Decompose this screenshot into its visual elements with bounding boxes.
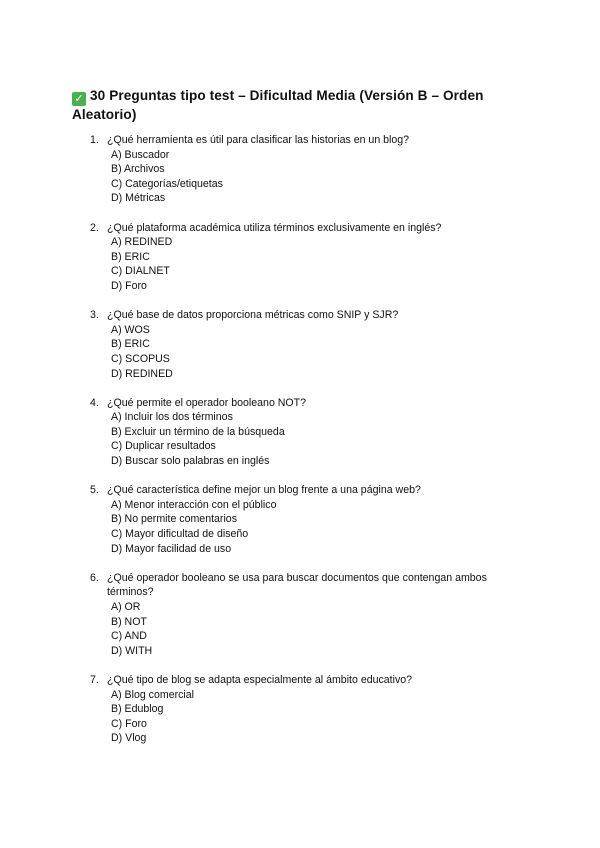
- question-5: [0, 483, 600, 556]
- question-7: [0, 673, 600, 746]
- question-number: 2.: [90, 221, 99, 234]
- option-a: A) Blog comercial: [111, 688, 195, 701]
- option-a: A) WOS: [111, 323, 150, 336]
- option-c: C) Mayor dificultad de diseño: [111, 528, 249, 541]
- option-d: D) Mayor facilidad de uso: [111, 542, 232, 555]
- question-6: [0, 571, 600, 659]
- option-d: D) Buscar solo palabras en inglés: [111, 455, 270, 468]
- option-a: A) OR: [111, 601, 141, 613]
- option-d: D) Foro: [111, 279, 147, 292]
- question-number: 3.: [90, 309, 99, 322]
- question-text: ¿Qué característica define mejor un blog frente a una página web?: [107, 484, 421, 497]
- question-text: ¿Qué herramienta es útil para clasificar las historias en un blog?: [107, 134, 410, 146]
- option-b: B) Excluir un término de la búsqueda: [111, 425, 285, 438]
- question-number: 7.: [90, 673, 99, 686]
- question-list: [0, 133, 600, 761]
- option-c: C) SCOPUS: [111, 352, 170, 365]
- option-c: C) Duplicar resultados: [111, 440, 216, 453]
- question-number: 5.: [90, 484, 99, 497]
- question-text: ¿Qué tipo de blog se adapta especialmente al ámbito educativo?: [107, 673, 413, 686]
- option-c: C) Categorías/etiquetas: [111, 177, 223, 190]
- question-text: ¿Qué plataforma académica utiliza términos exclusivamente en inglés?: [107, 221, 442, 234]
- page-title: 30 Preguntas tipo test – Dificultad Media (Versión B – Orden Aleatorio): [72, 88, 484, 122]
- question-1: [0, 133, 600, 206]
- option-a: A) Incluir los dos términos: [111, 411, 233, 424]
- option-b: B) NOT: [111, 615, 147, 628]
- question-text: ¿Qué base de datos proporciona métricas como SNIP y SJR?: [107, 309, 399, 322]
- option-b: B) ERIC: [111, 250, 150, 263]
- question-text: ¿Qué operador booleano se usa para buscar documentos que contengan ambos términos?: [107, 571, 487, 599]
- question-2: [0, 221, 600, 294]
- option-b: B) ERIC: [111, 338, 150, 351]
- question-text: ¿Qué permite el operador booleano NOT?: [107, 396, 307, 409]
- option-a: A) Buscador: [111, 148, 170, 161]
- check-mark-icon: ✓: [72, 92, 86, 106]
- option-b: B) Archivos: [111, 163, 165, 176]
- page-title-block: [72, 87, 502, 123]
- question-number: 4.: [90, 396, 99, 409]
- question-4: [0, 396, 600, 469]
- option-c: C) DIALNET: [111, 265, 170, 278]
- option-b: B) No permite comentarios: [111, 513, 237, 526]
- option-c: C) AND: [111, 630, 147, 643]
- question-number: 6.: [90, 571, 99, 584]
- option-d: D) Vlog: [111, 732, 147, 745]
- option-d: D) WITH: [111, 644, 153, 657]
- option-c: C) Foro: [111, 717, 147, 730]
- question-3: [0, 308, 600, 381]
- option-a: A) REDINED: [111, 236, 173, 249]
- option-a: A) Menor interacción con el público: [111, 498, 277, 511]
- question-number: 1.: [90, 134, 99, 146]
- option-d: D) REDINED: [111, 367, 173, 380]
- option-b: B) Edublog: [111, 703, 164, 716]
- option-d: D) Métricas: [111, 192, 166, 205]
